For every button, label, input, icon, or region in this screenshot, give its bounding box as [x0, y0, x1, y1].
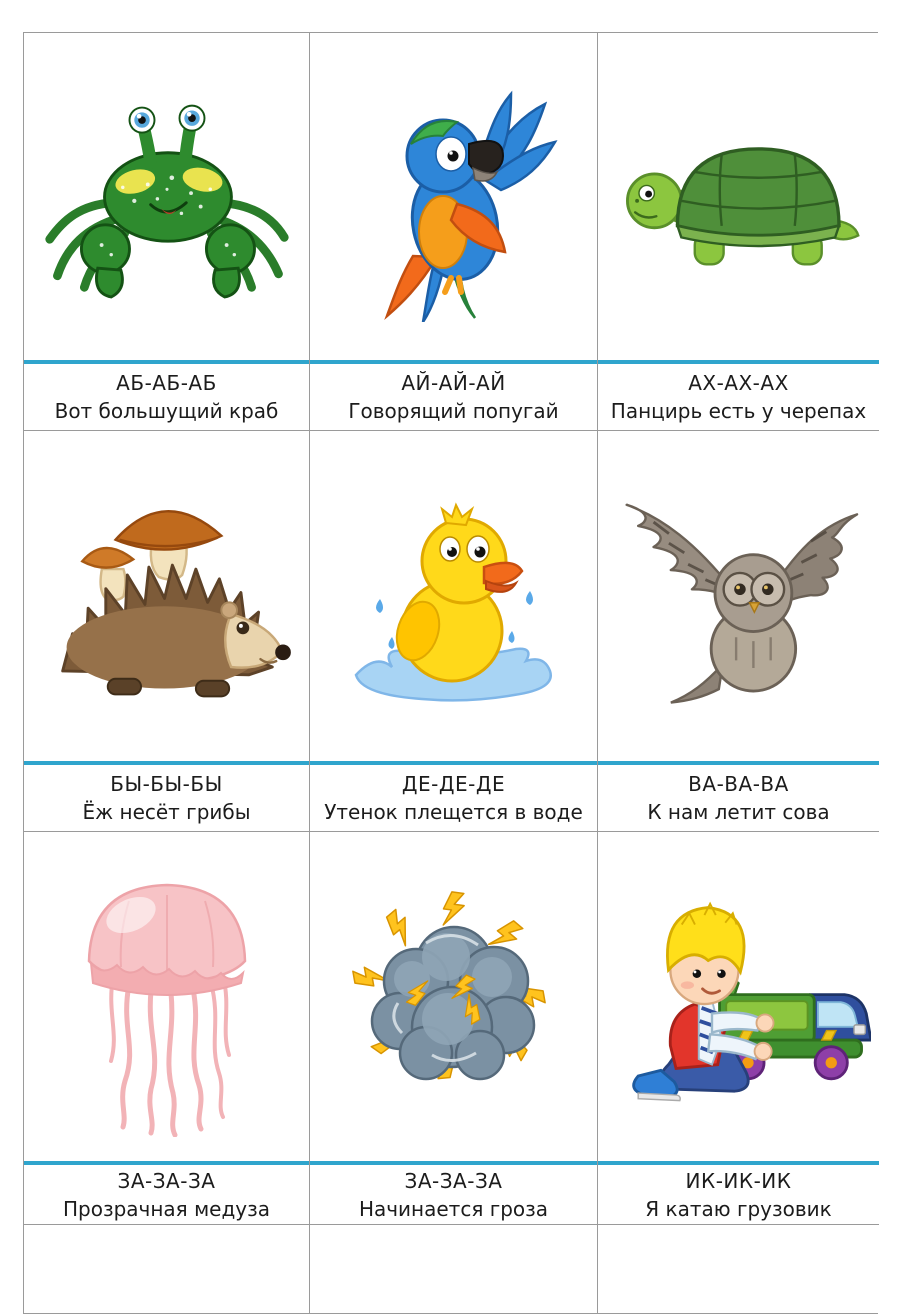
flashcard-duckling [310, 431, 598, 832]
syllable-text: АЙ-АЙ-АЙ [401, 371, 506, 395]
parrot-illustration [310, 33, 597, 360]
syllable-text: АБ-АБ-АБ [116, 371, 217, 395]
syllable-text: ЗА-ЗА-ЗА [404, 1168, 503, 1193]
flashcard-hedgehog [24, 431, 310, 832]
phrase-text: Прозрачная медуза [62, 1196, 271, 1221]
flashcard-turtle [598, 33, 879, 431]
card-caption [24, 1165, 309, 1224]
flashcard-jellyfish [24, 832, 310, 1225]
flashcard-truck-boy [598, 832, 879, 1225]
flashcard-empty [310, 1225, 598, 1313]
phrase-text: Говорящий попугай [348, 399, 559, 423]
flashcard-crab [24, 33, 310, 431]
flashcard-parrot [310, 33, 598, 431]
storm-cloud-illustration [310, 832, 597, 1161]
flashcard-grid [23, 32, 878, 1314]
duckling-water-illustration [310, 431, 597, 761]
syllable-text: БЫ-БЫ-БЫ [110, 772, 223, 796]
flashcard-owl [598, 431, 879, 832]
card-caption [310, 364, 597, 430]
turtle-illustration [598, 33, 879, 360]
phrase-text: Я катаю грузовик [645, 1196, 832, 1221]
syllable-text: ДЕ-ДЕ-ДЕ [401, 772, 506, 796]
jellyfish-illustration [24, 832, 309, 1161]
syllable-text: ЗА-ЗА-ЗА [117, 1168, 216, 1193]
flashcard-storm [310, 832, 598, 1225]
hedgehog-mushrooms-illustration [24, 431, 309, 761]
phrase-text: Панцирь есть у черепах [610, 399, 867, 423]
card-caption [598, 765, 879, 831]
card-caption [310, 765, 597, 831]
card-caption [24, 765, 309, 831]
flashcard-empty [24, 1225, 310, 1313]
card-caption [24, 364, 309, 430]
card-caption [310, 1165, 597, 1224]
syllable-text: ВА-ВА-ВА [688, 772, 789, 796]
card-caption [598, 364, 879, 430]
phrase-text: Ёж несёт грибы [82, 800, 251, 824]
boy-toy-truck-illustration [598, 832, 879, 1161]
phrase-text: Начинается гроза [358, 1196, 549, 1221]
flashcard-empty [598, 1225, 879, 1313]
flying-owl-illustration [598, 431, 879, 761]
phrase-text: Утенок плещется в воде [324, 800, 583, 824]
phrase-text: К нам летит сова [647, 800, 830, 824]
crab-illustration [24, 33, 309, 360]
phrase-text: Вот большущий краб [54, 399, 279, 423]
syllable-text: АХ-АХ-АХ [688, 371, 789, 395]
syllable-text: ИК-ИК-ИК [685, 1168, 792, 1193]
flashcard-sheet [23, 32, 878, 1314]
card-caption [598, 1165, 879, 1224]
